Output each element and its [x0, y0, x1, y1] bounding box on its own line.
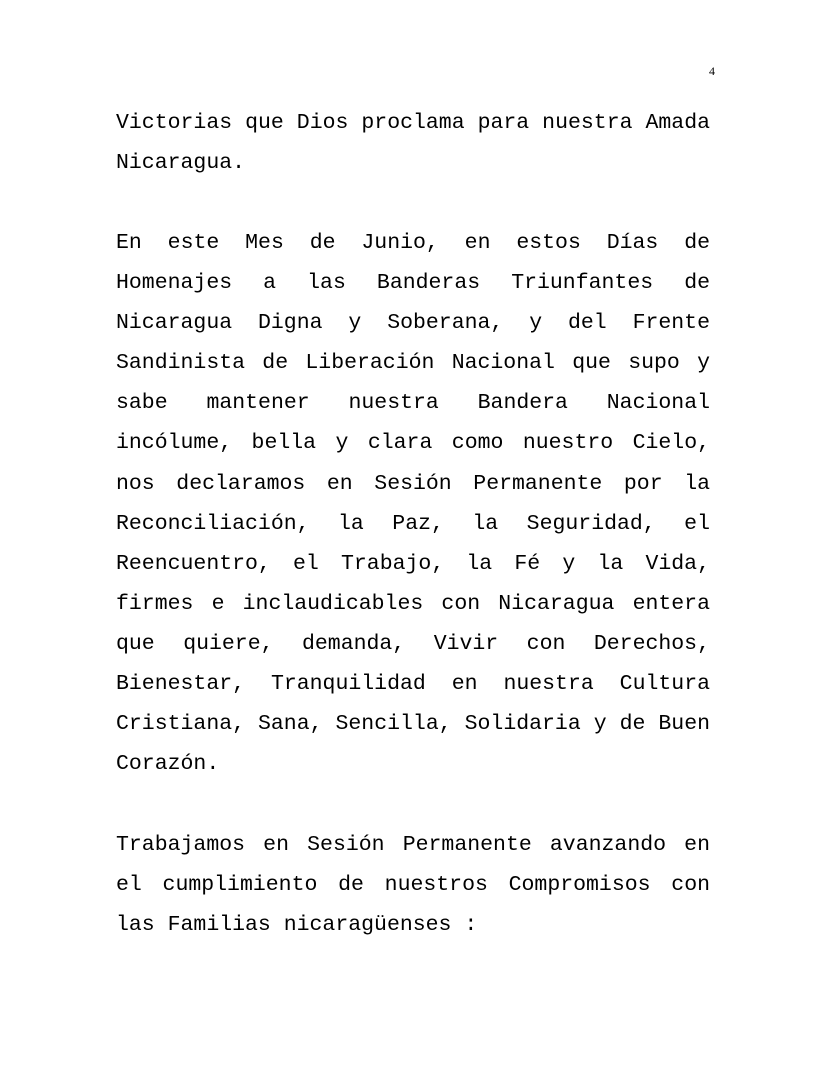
- paragraph-trabajamos: Trabajamos en Sesión Permanente avanzando en el cumplimiento de nuestros Compromisos con las Familias nicaragüenses :: [116, 833, 710, 938]
- page-number: 4: [709, 64, 715, 78]
- paragraph-victorias: Victorias que Dios proclama para nuestra Amada Nicaragua.: [116, 111, 710, 176]
- paragraph-mes-de-junio: En este Mes de Junio, en estos Días de Homenajes a las Banderas Triunfantes de Nicaragua Digna y Soberana, y del Frente Sandinista de Liberación Nacional que supo y sabe mantener nuestra Bandera Nacional incólume, bella y clara como nuestro Cielo, nos declaramos en Sesión Permanente por la Reconciliación, la Paz, la Seguridad, el Reencuentro, el Trabajo, la Fé y la Vida, firmes e inclaudicables con Nicaragua entera que quiere, demanda, Vivir con Derechos, Bienestar, Tranquilidad en nuestra Cultura Cristiana, Sana, Sencilla, Solidaria y de Buen Corazón.: [116, 231, 710, 777]
